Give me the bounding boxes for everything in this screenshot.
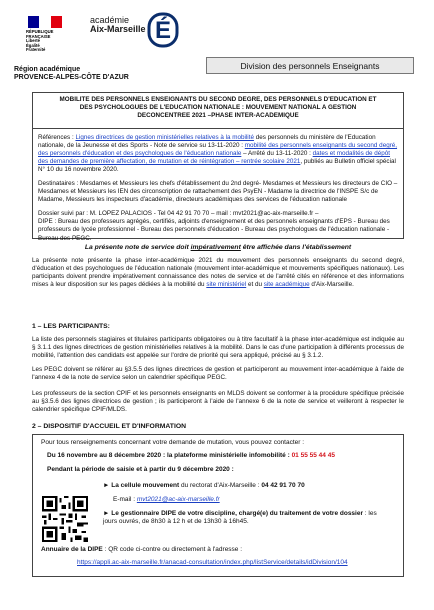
annuaire-url-line	[77, 559, 348, 567]
svg-text:É: É	[154, 17, 172, 44]
contact-intro: Pour tous renseignements concernant votre demande de mutation, vous pouvez contacter :	[41, 439, 305, 446]
ref-link-lignes-directrices[interactable]: Lignes directrices de gestion ministérielles relatives à la mobilité	[75, 134, 254, 141]
section-1-heading: 1 – LES PARTICIPANTS:	[32, 323, 110, 330]
display-notice: La présente note de service doit impérativement être affichée dans l'établissement	[84, 244, 352, 251]
ref-link-arrete[interactable]: dates et modalités de dépôt des demandes de première affectation, de mutation et de réintégration – rentrée scolaire 2021	[38, 150, 391, 166]
division-title: Division des personnels Enseignants	[206, 57, 414, 74]
site-academique-link[interactable]: site académique	[263, 281, 310, 289]
infomobilite-line: Du 16 novembre au 8 décembre 2020 : la plateforme ministérielle infomobilité : 01 55 55 44 45	[47, 452, 335, 459]
document-title: MOBILITE DES PERSONNELS ENSEIGNANTS DU SECOND DEGRE, DES PERSONNELS D'EDUCATION ET DES PSYCHOLOGUES DE L'EDUCATION NATIONALE : MOUVEMENT NATIONAL A GESTION DECONCENTREE 2021 –PHASE INTER-ACADEMIQUE	[32, 92, 404, 129]
site-ministeriel-link[interactable]: site ministériel	[206, 281, 247, 289]
intro-paragraph: La présente note présente la phase inter-académique 2021 du mouvement des personnels enseignants du second degré, d'éducation et des psychologues de l'éducation nationale (mouvement inter-académique et mouvements spécifiques nationaux). Les participants doivent prendre impérativement connaissance des notes de service et de l'arrêté cités en référence et des informations mises à leur disposition sur les pages dédiées à la mobilité du site ministériel et du site académique d'Aix-Marseille.	[32, 257, 404, 289]
header-logos	[20, 6, 180, 62]
email-line: E-mail : mvt2021@ac-aix-marseille.fr	[113, 496, 220, 503]
region-label: Région académique PROVENCE-ALPES-CÔTE D'AZUR	[14, 66, 129, 82]
section-1-paragraph-3: Les professeurs de la section CPIF et les personnels enseignants en MLDS doivent se conformer à la procédure spécifique précisée au §3.5.6 des lignes directrices de gestion ; ils participeront à l'aide de l'annexe 6 de la note de service et veilleront à respecter le calendrier spécifique CPIF/MLDS.	[32, 390, 404, 414]
dossier-suivi: Dossier suivi par : M. LOPEZ PALACIOS - Tel 04 42 91 70 70 – mail : mvt2021@ac-aix-marseille.fr –	[38, 210, 319, 218]
section-1-paragraph-2: Les PEGC doivent se référer au §3.5.5 des lignes directrices de gestion et participeront au mouvement inter-académique à l'aide de l'annexe 4 de la note de service selon un calendrier spécifique PEGC.	[32, 366, 404, 382]
academie-label: académie Aix-Marseille	[90, 15, 146, 35]
references-paragraph: Références : Lignes directrices de gestion ministérielles relatives à la mobilité des personnels du ministère de l'Education nationale, de la Jeunesse et des Sports - Note de service su 13-11-2020 : mobilité des personnels enseignants du second degré, des personnels d'éducation et des psychologues de l'éducation nationale – Arrêté du 13-11-2020 : dates et modalités de dépôt des demandes de première affectation, de mutation et de réintégration – rentrée scolaire 2021, publiés au Bulletin officiel spécial N° 10 du 16 novembre 2020.	[38, 134, 398, 174]
marianne-flag-icon	[28, 16, 62, 28]
destinataires-paragraph: Destinataires : Mesdames et Messieurs les chefs d'établissement du 2nd degré- Mesdames et Messieurs les directeurs de CIO –Mesdames et Messieurs les IEN des circonscription de rattachement des PsyEN - Madame la directrice de l'INSPE S/c de Madame, Messieurs les inspecteurs d'académie, directeurs académiques des services de l'éducation nationale	[38, 180, 398, 204]
ref-link-note-service[interactable]: mobilité des personnels enseignants du second degré, des personnels d'éducation et des psychologues de l'éducation nationale	[38, 142, 398, 158]
saisie-period-line: Pendant la période de saisie et à partir du 9 décembre 2020 :	[47, 466, 234, 473]
gestionnaire-line: ► Le gestionnaire DIPE de votre discipline, chargé(e) du traitement de votre dossier : les jours ouvrés, de 8h30 à 12 h et de 13h30 à 16h45.	[103, 510, 377, 526]
contact-box	[32, 434, 404, 577]
references-box	[32, 128, 404, 242]
email-link[interactable]: mvt2021@ac-aix-marseille.fr	[136, 496, 220, 503]
academie-logo-icon	[146, 6, 180, 48]
annuaire-line: Annuaire de la DIPE : QR code ci-contre ou directement à l'adresse :	[41, 546, 243, 553]
section-2-heading: 2 – DISPOSITIF D'ACCUEIL ET D'INFORMATION	[32, 423, 187, 430]
cellule-mouvement-line: ► La cellule mouvement du rectorat d'Aix-Marseille : 04 42 91 70 70	[103, 482, 305, 489]
dipe-bureaux: DIPE : Bureau des professeurs agrégés, certifiés, adjoints d'enseignement et des personnels enseignants d'EPS - Bureau des professeurs de lycée professionnel - Bureau des personnels d'éducation - Bureau des psychologues de l'éducation nationale - Bureau des PEGC.	[38, 218, 390, 242]
republique-label: RÉPUBLIQUE FRANÇAISE Liberté Égalité Fraternité	[26, 29, 54, 53]
section-1-paragraph-1: La liste des personnels stagiaires et titulaires participants obligatoires ou à titre facultatif à la phase inter-académique est indiquée au § 3.1.1 des lignes directrices de gestion ministérielles relatives à la mobilité. Dans le cas d'une participation à différents processus de mobilité, l'attention des candidats est appelée sur l'ordre de priorité qui sera appliqué, précisé au § 3.1.2.	[32, 336, 404, 360]
annuaire-url-link[interactable]: https://appli.ac-aix-marseille.fr/anacad-consultation/index.php/listService/details/idDivision/104	[77, 559, 348, 566]
qr-code-icon[interactable]	[42, 496, 88, 542]
